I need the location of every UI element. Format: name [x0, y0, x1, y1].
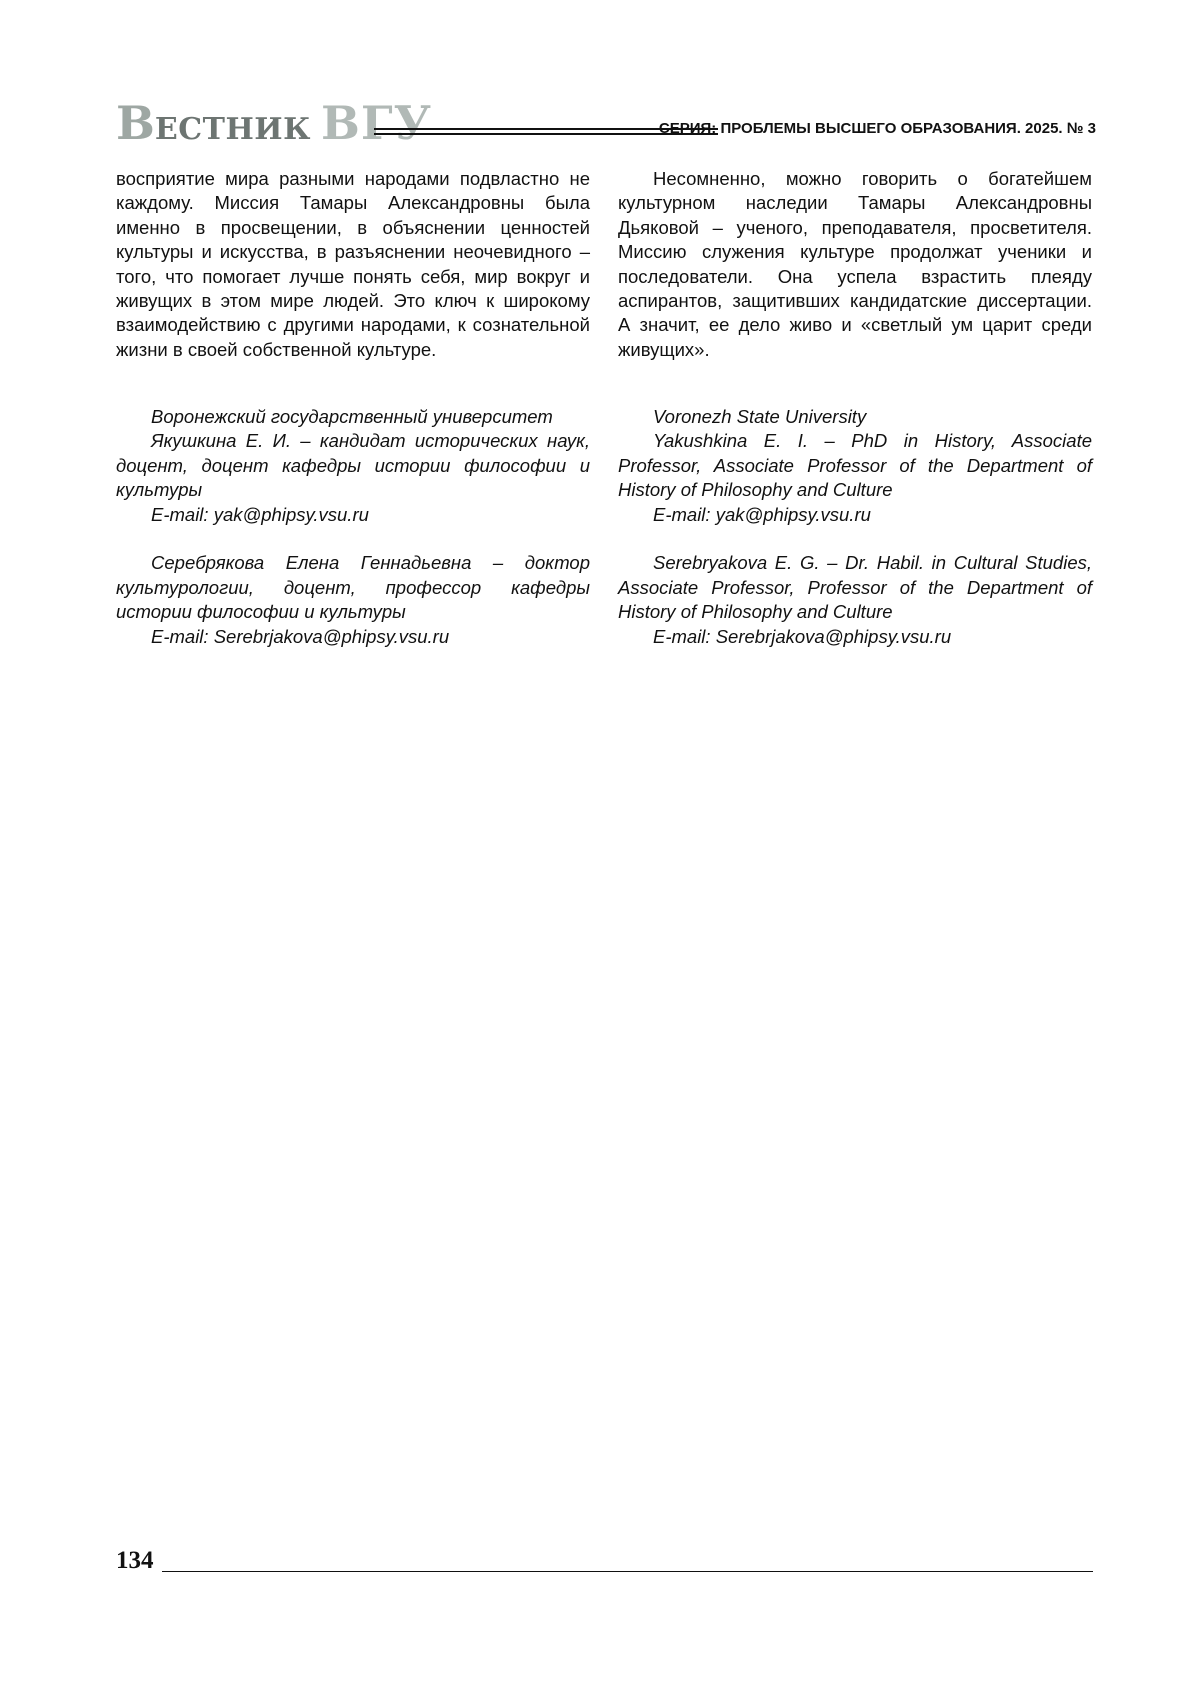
email1-ru: E-mail: yak@phipsy.vsu.ru [151, 503, 369, 525]
author2-ru: Серебрякова Елена Геннадьевна – доктор культурологии, доцент, профессор кафедры истории философии и культуры [116, 552, 590, 623]
email2-en: E-mail: Serebrjakova@phipsy.vsu.ru [653, 625, 952, 647]
left-column-body [116, 167, 590, 362]
logo-word: ЕСТНИК [154, 112, 311, 147]
right-column-body [618, 167, 1092, 362]
logo-brand: ВГУ [320, 96, 432, 150]
author1-en: Yakushkina E. I. – PhD in History, Associate Professor, Associate Professor of the Department of History of Philosophy and Culture [618, 430, 1092, 501]
left-affiliations [116, 405, 590, 649]
series-title: СЕРИЯ: ПРОБЛЕМЫ ВЫСШЕГО ОБРАЗОВАНИЯ. 2025. № 3 [658, 120, 1096, 137]
journal-logo [116, 96, 432, 150]
author1-ru: Якушкина Е. И. – кандидат исторических наук, доцент, доцент кафедры истории философии и культуры [116, 430, 590, 501]
university-ru: Воронежский государственный университет [151, 406, 553, 427]
university-en: Voronezh State University [653, 406, 867, 427]
logo-initial: В [116, 96, 155, 150]
email1-en: E-mail: yak@phipsy.vsu.ru [653, 503, 871, 525]
email2-ru: E-mail: Serebrjakova@phipsy.vsu.ru [151, 625, 450, 647]
left-paragraph: восприятие мира разными народами подвластно не каждому. Миссия Тамары Александровны была именно в просвещении, в объяснении ценностей культуры и искусства, в разъяснении неочевидного – того, что помогает лучше понять себя, мир вокруг и живущих в этом мире людей. Это ключ к широкому взаимодействию с другими народами, к сознательной жизни в своей собственной культуре. [116, 168, 590, 360]
right-affiliations [618, 405, 1092, 649]
right-paragraph: Несомненно, можно говорить о богатейшем культурном наследии Тамары Александровны Дьяковой – ученого, преподавателя, просветителя. Миссию служения культуре продолжат ученики и последователи. Она успела взрастить плеяду аспирантов, защитивших кандидатские диссертации. А значит, ее дело живо и «светлый ум царит среди живущих». [618, 168, 1092, 360]
running-header [116, 96, 1096, 150]
author2-en: Serebryakova E. G. – Dr. Habil. in Cultural Studies, Associate Professor, Professor of the Department of History of Philosophy and Culture [618, 552, 1092, 623]
footer-rule [162, 1571, 1093, 1572]
page-number: 134 [116, 1547, 154, 1574]
